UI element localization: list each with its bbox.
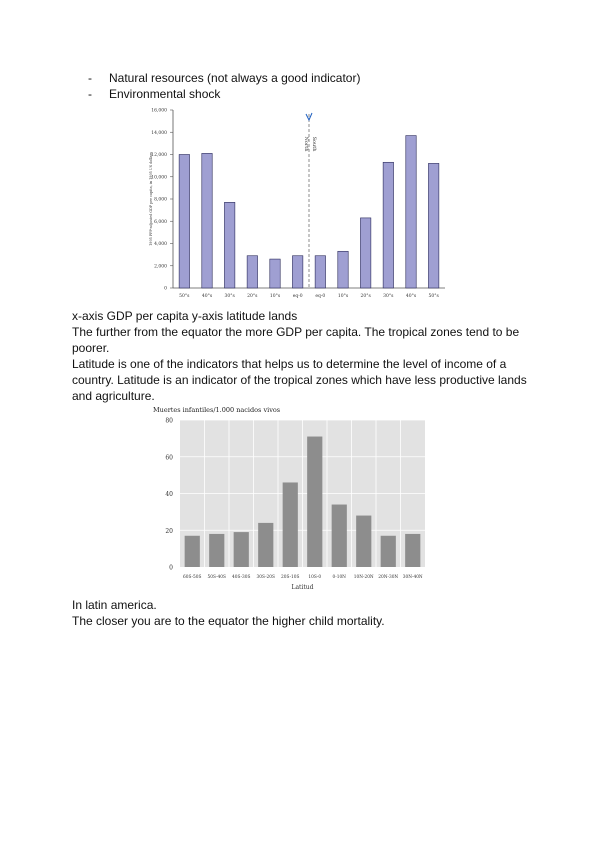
y-tick-label: 16,000 [151, 108, 167, 114]
x-tick-label: eq-0 [292, 294, 303, 299]
y-tick-label: 60 [165, 454, 173, 462]
y-tick-label: 0 [164, 286, 167, 292]
x-tick-label: 40°s [201, 294, 213, 299]
y-tick-label: 80 [165, 417, 173, 425]
chart-title: Muertes infantiles/1.000 nacidos vivos [153, 406, 281, 414]
bar [209, 534, 224, 567]
x-tick-label: 50°s [179, 294, 190, 299]
x-tick-label: 10N-20N [353, 575, 374, 580]
bar [185, 536, 200, 567]
y-tick-label: 0 [169, 564, 173, 572]
x-tick-label: 30°s [383, 294, 394, 299]
y-axis-label: 1995 PPP-adjusted GDP per capita, in 1995 US dollars [149, 152, 153, 246]
x-tick-label: 30°s [224, 294, 235, 299]
y-tick-label: 4,000 [154, 242, 167, 247]
bar [202, 153, 212, 288]
x-tick-label: 20°s [360, 294, 371, 299]
bullet-text: Natural resources (not always a good indicator) [109, 71, 361, 85]
bullet-item: - Natural resources (not always a good indicator) [88, 71, 361, 85]
x-tick-label: 10°s [269, 294, 281, 299]
x-axis-label: Latitud [291, 584, 314, 591]
bar [224, 202, 234, 288]
bar [270, 259, 280, 288]
gdp-latitude-chart [145, 105, 445, 305]
x-tick-label: 40S-30S [232, 575, 251, 580]
x-tick-label: 10°s [337, 294, 349, 299]
paragraph-axes: x-axis GDP per capita y-axis latitude lands [72, 309, 298, 323]
x-tick-label: 20N-30N [378, 575, 399, 580]
x-tick-label: eq-0 [315, 294, 326, 299]
x-tick-label: 10S-0 [308, 575, 322, 580]
paragraph-mortality: The closer you are to the equator the higher child mortality. [72, 614, 385, 628]
south-label: South [311, 136, 317, 152]
bar [234, 532, 249, 567]
bar [406, 136, 416, 288]
bar [315, 256, 325, 288]
x-tick-label: 50°s [428, 294, 439, 299]
bar [381, 536, 396, 567]
x-tick-label: 60S-50S [183, 575, 202, 580]
bar [332, 505, 347, 567]
bar [258, 523, 273, 567]
bullet-list [88, 70, 360, 102]
bar [356, 516, 371, 567]
x-tick-label: 20S-10S [281, 575, 300, 580]
bullet-text: Environmental shock [109, 87, 221, 101]
y-tick-label: 6,000 [154, 219, 167, 225]
x-tick-label: 30N-40N [402, 575, 423, 580]
x-tick-label: 40°s [405, 294, 417, 299]
paragraph-gdp: The further from the equator the more GDP per capita. The tropical zones tend to be poorer. [72, 325, 520, 355]
x-tick-label: 50S-40S [207, 575, 226, 580]
bar [247, 256, 257, 288]
y-tick-label: 14,000 [151, 130, 167, 136]
bar [283, 482, 298, 567]
bar [405, 534, 420, 567]
y-tick-label: 10,000 [151, 175, 167, 181]
x-tick-label: 20°s [247, 294, 258, 299]
x-tick-label: 30S-20S [256, 575, 275, 580]
paragraph-latitude: Latitude is one of the indicators that helps us to determine the level of income of a country. Latitude is an indicator of the tropical zones which have less productive lands and agriculture. [72, 357, 527, 403]
bar [360, 218, 370, 288]
north-label: North [303, 136, 309, 152]
y-tick-label: 20 [165, 527, 173, 535]
y-tick-label: 8,000 [154, 197, 167, 203]
bar [383, 162, 393, 288]
bar [179, 155, 189, 289]
y-tick-label: 2,000 [154, 264, 167, 270]
bar [292, 256, 302, 288]
bar [307, 437, 322, 567]
bullet-item: - Environmental shock [88, 87, 221, 101]
y-tick-label: 40 [165, 491, 173, 498]
x-tick-label: 0-10N [332, 575, 346, 580]
child-mortality-chart [145, 404, 435, 604]
bar [428, 163, 438, 288]
y-tick-label: 12,000 [151, 153, 167, 158]
bar [338, 251, 348, 288]
paragraph-latin-america: In latin america. [72, 598, 157, 612]
